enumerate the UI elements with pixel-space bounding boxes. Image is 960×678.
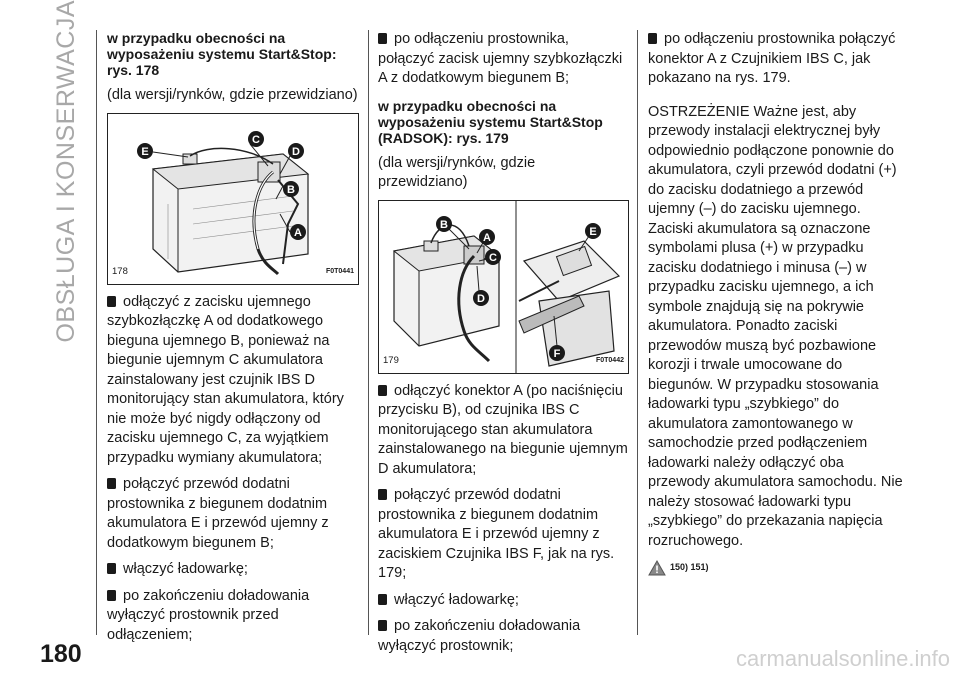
- figure-code: F0T0441: [325, 268, 354, 275]
- list-item-text: po odłączeniu prostownika, połączyć zacisk ujemny szybkozłączki A z dodatkowym biegunem B;: [378, 31, 623, 86]
- column-1: [107, 30, 359, 652]
- list-item-text: połączyć przewód dodatni prostownika z biegunem dodatnim akumulatora E i przewód ujemny z dodatkowym biegunem B;: [107, 476, 329, 551]
- figure-label-b: B: [440, 218, 448, 231]
- warning-text: OSTRZEŻENIE Ważne jest, aby przewody instalacji elektrycznej były odpowiednio podłączone ponownie do akumulatora, czyli przewód dodatni (+) do zacisku dodatniego a przewód ujemny (–) do zacisku ujemnego. Zaciski akumulatora są oznaczone symbolami plusa (+) w przypadku zacisku dodatniego i minusa (–) w przypadku zacisku ujemnego, a ich symbole znajdują się na pokrywie akumulatora. Ponadto zaciski przewodów muszą być pozbawione korozji i trwale umocowane do biegunów. W przypadku stosowania ładowarki typu „szybkiego” do akumulatora zamontowanego w samochodzie przed podłączeniem ładowarki należy odłączyć oba przewody akumulatora samochodu. Nie należy stosować ładowarki typu „szybkiego” do przekazania napięcia rozruchowego.: [648, 103, 903, 549]
- checkbox-bullet-icon: [107, 296, 116, 307]
- watermark: carmanualsonline.info: [735, 646, 950, 671]
- figure-label-f: F: [553, 347, 561, 360]
- list-item: [378, 30, 628, 89]
- list-item-text: odłączyć konektor A (po naciśnięciu przycisku B), od czujnika IBS C monitorującego stan akumulatora zainstalowanego na biegunie ujemnym D akumulatora;: [378, 382, 628, 477]
- checkbox-bullet-icon: [378, 33, 387, 44]
- list-item: [107, 293, 359, 469]
- figure-label-c: C: [489, 251, 497, 264]
- figure-label-c: C: [252, 133, 260, 146]
- figure-label-d: D: [477, 292, 485, 305]
- section-subheading: (dla wersji/rynków, gdzie przewidziano): [378, 154, 536, 190]
- list-item-text: odłączyć z zacisku ujemnego szybkozłączkę A od dodatkowego bieguna ujemnego B, ponieważ na biegunie ujemnym C akumulatora zainstalowany jest czujnik IBS D monitorujący stan akumulatora, który nie może być nigdy odłączony od zacisku ujemnego C, za wyjątkiem przypadku wymiany akumulatora;: [107, 293, 344, 466]
- figure-label-a: A: [294, 226, 302, 239]
- checkbox-bullet-icon: [648, 33, 657, 44]
- column-2: [378, 30, 628, 663]
- figure-179: [378, 200, 629, 374]
- reference-numbers: 150) 151): [670, 562, 709, 572]
- warning-triangle-icon: [648, 560, 666, 576]
- list-item-text: po odłączeniu prostownika połączyć konektor A z Czujnikiem IBS C, jak pokazano na rys. 179.: [648, 31, 896, 86]
- checkbox-bullet-icon: [378, 385, 387, 396]
- list-item-text: włączyć ładowarkę;: [123, 561, 248, 577]
- list-item: [378, 382, 628, 480]
- list-item: [378, 591, 628, 611]
- column-3: [648, 30, 906, 578]
- figure-178: [107, 113, 359, 285]
- figure-label-e: E: [589, 225, 597, 238]
- page-number: 180: [40, 640, 82, 668]
- checkbox-bullet-icon: [107, 478, 116, 489]
- section-side-title: [50, 0, 82, 343]
- warning-references: [648, 558, 906, 578]
- section-heading: w przypadku obecności na wyposażeniu systemu Start&Stop: rys. 178: [107, 30, 337, 78]
- checkbox-bullet-icon: [378, 594, 387, 605]
- section-subheading: (dla wersji/rynków, gdzie przewidziano): [107, 87, 358, 103]
- list-item-text: włączyć ładowarkę;: [394, 591, 519, 608]
- column-divider: [368, 30, 369, 635]
- list-item: [107, 560, 359, 580]
- figure-number: 179: [383, 355, 399, 366]
- checkbox-bullet-icon: [378, 489, 387, 500]
- figure-label-d: D: [292, 145, 300, 158]
- figure-code: F0T0442: [595, 357, 624, 364]
- figure-label-a: A: [483, 231, 491, 244]
- list-item: [107, 475, 359, 553]
- figure-label-e: E: [141, 145, 149, 158]
- list-item: [378, 486, 628, 584]
- list-item-text: po zakończeniu doładowania wyłączyć prostownik przed odłączeniem;: [107, 587, 310, 643]
- checkbox-bullet-icon: [107, 563, 116, 574]
- checkbox-bullet-icon: [378, 620, 387, 631]
- section-heading: w przypadku obecności na wyposażeniu systemu Start&Stop (RADSOK): rys. 179: [378, 97, 603, 146]
- column-divider: [637, 30, 638, 635]
- column-divider: [96, 30, 97, 635]
- side-title-text: OBSŁUGA I KONSERWACJA: [51, 0, 80, 343]
- figure-label-b: B: [287, 183, 295, 196]
- list-item: [378, 617, 628, 656]
- battery-illustration: [108, 114, 358, 284]
- battery-charger-illustration: [379, 201, 628, 373]
- list-item: [107, 587, 359, 646]
- list-item: [648, 30, 906, 89]
- checkbox-bullet-icon: [107, 590, 116, 601]
- list-item-text: połączyć przewód dodatni prostownika z biegunem dodatnim akumulatora E i przewód ujemny z zaciskiem Czujnika IBS F, jak na rys. 179;: [378, 487, 615, 581]
- figure-number: 178: [112, 266, 128, 277]
- list-item-text: po zakończeniu doładowania wyłączyć prostownik;: [378, 618, 581, 654]
